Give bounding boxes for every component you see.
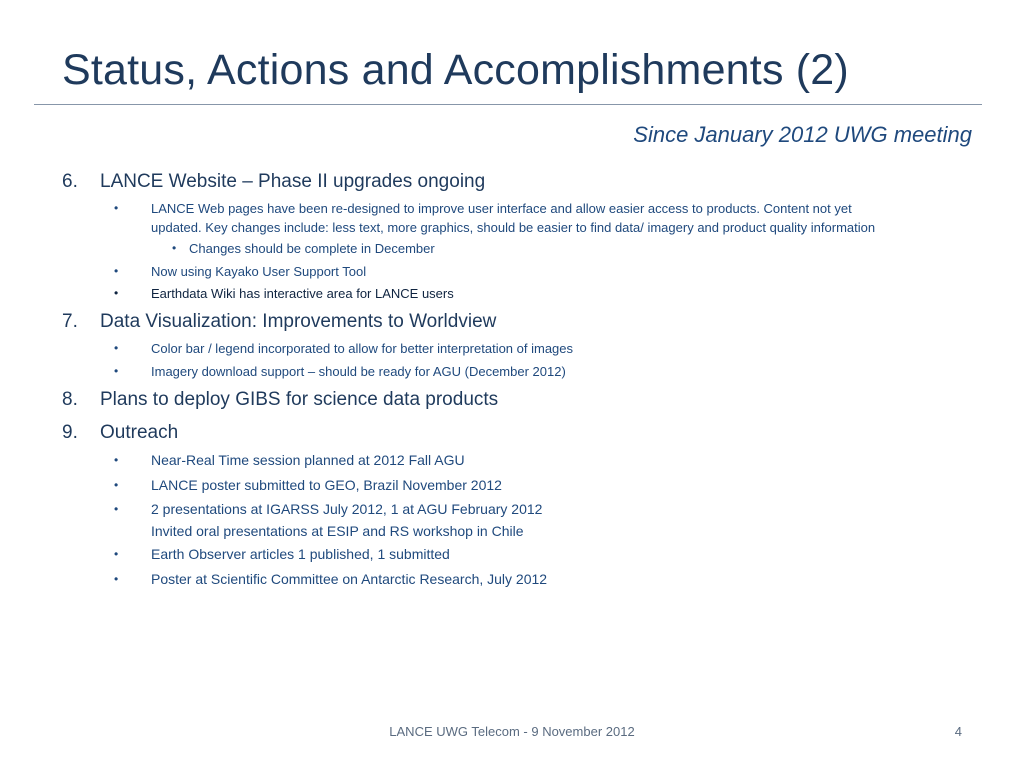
bullet-marker: • (114, 453, 119, 467)
bullet-marker: • (114, 478, 119, 492)
bullet-text: Earth Observer articles 1 published, 1 submitted (151, 546, 450, 562)
bullet-item (114, 199, 951, 237)
bullet-text-line: updated. Key changes include: less text, more graphics, should be easier to find data/ imagery and product quality information (151, 220, 876, 235)
bullet-text: LANCE poster submitted to GEO, Brazil November 2012 (151, 477, 502, 493)
slide-title: Status, Actions and Accomplishments (2) (62, 46, 849, 94)
bullet-item (114, 262, 367, 281)
item-heading-text: Outreach (100, 422, 179, 443)
item-number: 6. (62, 171, 78, 192)
item-8-heading (62, 389, 498, 411)
slide-footer: LANCE UWG Telecom - 9 November 2012 (389, 724, 635, 739)
item-heading-text: Plans to deploy GIBS for science data products (100, 389, 499, 410)
bullet-marker: • (114, 572, 119, 586)
bullet-item (114, 362, 566, 381)
bullet-text-line: LANCE Web pages have been re-designed to improve user interface and allow easier access to products. Content not yet (151, 201, 852, 216)
bullet-text: Changes should be complete in December (189, 241, 435, 256)
page-number: 4 (954, 724, 962, 739)
bullet-item (114, 498, 543, 542)
item-6-heading (62, 171, 485, 193)
item-heading-text: LANCE Website – Phase II upgrades ongoing (100, 171, 486, 192)
bullet-marker: • (114, 286, 119, 300)
item-number: 8. (62, 389, 78, 410)
bullet-item (114, 449, 465, 471)
bullet-text: Poster at Scientific Committee on Antarctic Research, July 2012 (151, 571, 548, 587)
bullet-item (114, 339, 574, 358)
slide-subtitle: Since January 2012 UWG meeting (633, 122, 972, 147)
bullet-marker: • (114, 502, 119, 516)
title-divider (34, 104, 982, 105)
bullet-item (114, 568, 548, 590)
item-number: 9. (62, 422, 78, 443)
bullet-text-line: 2 presentations at IGARSS July 2012, 1 at AGU February 2012 (151, 501, 543, 517)
item-heading-text: Data Visualization: Improvements to Worldview (100, 311, 497, 332)
bullet-text-line: Invited oral presentations at ESIP and RS workshop in Chile (151, 523, 524, 539)
bullet-text: Now using Kayako User Support Tool (151, 264, 367, 279)
bullet-item (114, 543, 450, 565)
bullet-text: Color bar / legend incorporated to allow for better interpretation of images (151, 341, 574, 356)
bullet-item (114, 474, 502, 496)
item-9-heading (62, 422, 178, 444)
bullet-marker: • (114, 341, 119, 355)
sub-bullet-item (172, 239, 435, 258)
bullet-marker: • (114, 201, 119, 215)
bullet-text: Earthdata Wiki has interactive area for LANCE users (151, 286, 454, 301)
bullet-item (114, 284, 454, 303)
bullet-marker: • (114, 364, 119, 378)
bullet-text: Near-Real Time session planned at 2012 Fall AGU (151, 452, 465, 468)
item-7-heading (62, 311, 496, 333)
item-number: 7. (62, 311, 78, 332)
bullet-text: Imagery download support – should be ready for AGU (December 2012) (151, 364, 566, 379)
bullet-marker: • (114, 264, 119, 278)
bullet-marker: • (114, 547, 119, 561)
bullet-marker: • (172, 241, 177, 255)
